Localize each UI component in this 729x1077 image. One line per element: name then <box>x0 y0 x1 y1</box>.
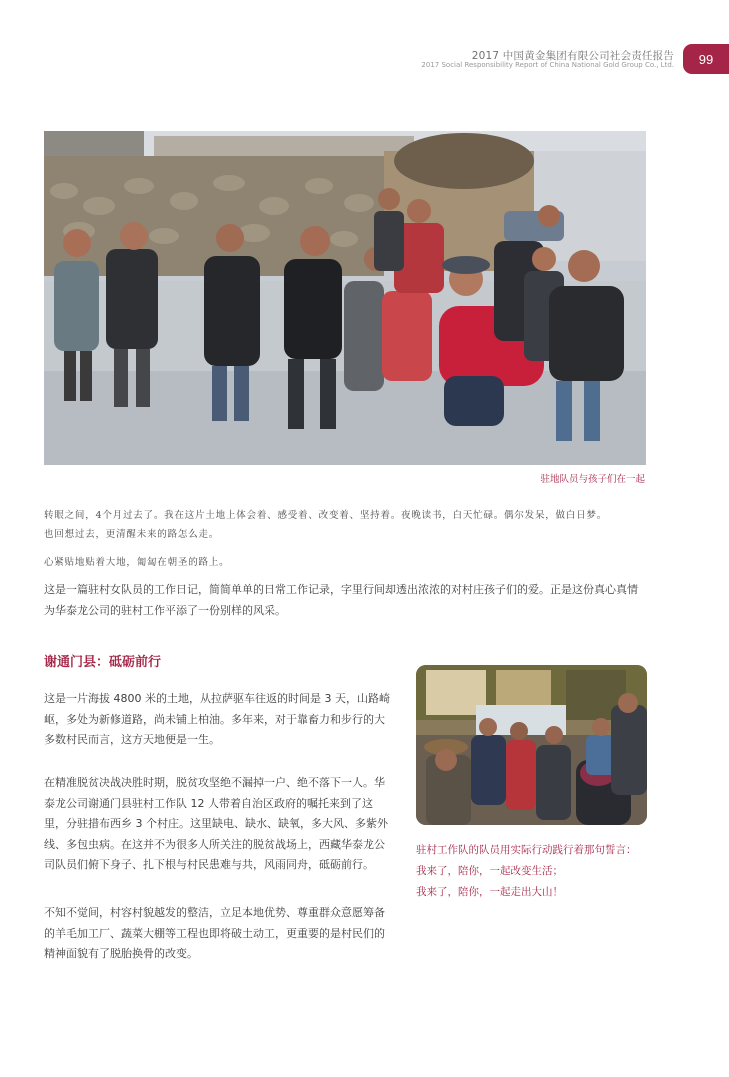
section-heading: 谢通门县：砥砺前行 <box>44 655 162 670</box>
diary-line: 心紧贴地贴着大地，匍匐在朝圣的路上。 <box>44 557 230 568</box>
diary-line: 也回想过去，更清醒未来的路怎么走。 <box>44 529 220 540</box>
photo-team-with-children <box>44 131 646 465</box>
report-title-cn: 2017 中国黄金集团有限公司社会责任报告 <box>471 50 674 62</box>
diary-excerpt <box>44 506 654 544</box>
body-paragraph: 不知不觉间，村容村貌越发的整洁，立足本地优势、尊重群众意愿筹备的羊毛加工厂、蔬菜大棚等工程也即将破土动工，更重要的是村民们的精神面貌有了脱胎换骨的改变。 <box>44 906 385 960</box>
caption-line: 我来了，陪你，一起改变生活； <box>416 865 563 877</box>
photo1-caption: 驻地队员与孩子们在一起 <box>540 474 645 485</box>
report-title-en: 2017 Social Responsibility Report of China National Gold Group Co., Ltd. <box>421 61 674 69</box>
caption-line: 我来了，陪你，一起走出大山！ <box>416 886 563 898</box>
photo2-caption <box>416 840 666 903</box>
diary-line: 转眼之间，4个月过去了。我在这片土地上体会着、感受着、改变着、坚持着。夜晚读书，白天忙碌。偶尔发呆，做白日梦。 <box>44 510 608 521</box>
body-paragraph: 在精准脱贫决战决胜时期，脱贫攻坚绝不漏掉一户、绝不落下一人。华泰龙公司谢通门县驻村工作队 12 人带着自治区政府的嘱托来到了这里，分驻措布西乡 3 个村庄。这里缺电、缺水、缺氧，多大风、多紫外线、多包虫病。在这并不为很多人所关注的脱贫战场上，西藏华泰龙公司队员们俯下身子、扎下根与村民患难与共，风雨同舟，砥砺前行。 <box>44 776 388 871</box>
photo-team-with-villagers <box>416 665 647 825</box>
body-paragraph: 这是一片海拔 4800 米的土地，从拉萨驱车往返的时间是 3 天，山路崎岖，多处为新修道路，尚未铺上柏油。多年来，对于靠畜力和步行的大多数村民而言，这方天地便是一生。 <box>44 692 390 746</box>
page-number-tab: 99 <box>683 44 729 74</box>
intro-paragraph: 这是一篇驻村女队员的工作日记，简简单单的日常工作记录，字里行间却透出浓浓的对村庄孩子们的爱。正是这份真心真情为华泰龙公司的驻村工作平添了一份别样的风采。 <box>44 583 638 617</box>
caption-line: 驻村工作队的队员用实际行动践行着那句誓言： <box>416 844 637 856</box>
